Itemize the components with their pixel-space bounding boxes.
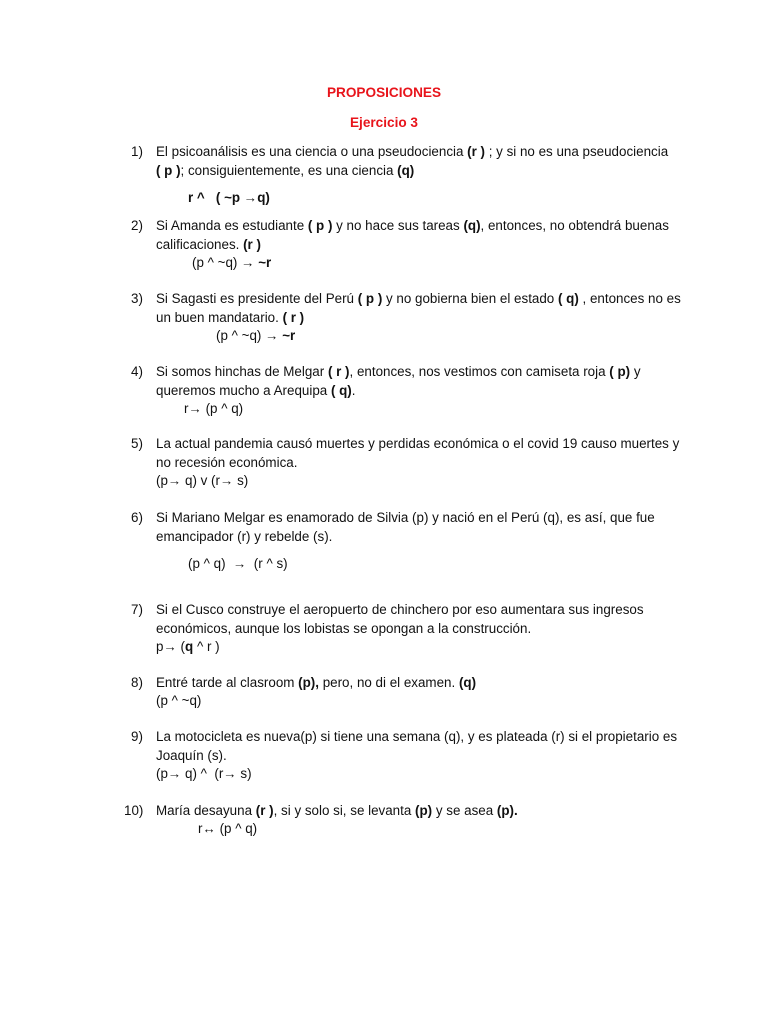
text-run: , entonces no es un buen mandatario.	[156, 291, 681, 325]
proposition-text	[156, 508, 691, 546]
logic-formula	[184, 399, 243, 418]
logic-formula	[156, 764, 252, 783]
text-run: y no hace sus tareas	[332, 218, 464, 233]
variable-label: r ^ ( ~p →q)	[188, 190, 270, 205]
variable-label: ~r	[282, 328, 296, 343]
text-run: El psicoanálisis es una ciencia o una pseudociencia	[156, 144, 468, 159]
text-run: , entonces, no obtendrá buenas calificaciones.	[156, 218, 669, 252]
logic-formula	[156, 691, 201, 710]
text-run: (p→ q) ^ (r→ s)	[156, 766, 252, 781]
proposition-text	[156, 434, 691, 472]
variable-label: ( r )	[327, 364, 350, 379]
text-run: (p ^ ~q) →	[192, 255, 259, 270]
variable-label: (r )	[467, 144, 486, 159]
text-run: p→ (	[156, 639, 186, 654]
variable-label: ( r )	[282, 310, 305, 325]
proposition-text	[156, 727, 691, 765]
item-number: 3)	[131, 291, 143, 306]
text-run: pero, no di el examen.	[318, 675, 459, 690]
variable-label: (r )	[255, 803, 274, 818]
logic-formula	[192, 253, 271, 272]
variable-label: (q)	[458, 675, 477, 690]
text-run: (p ^ ~q)	[156, 693, 202, 708]
logic-formula	[188, 554, 288, 573]
text-run: Si Mariano Melgar es enamorado de Silvia (p) y nació en el Perú (q), es así, que fue emancipador (r) y rebelde (s).	[156, 510, 655, 544]
proposition-text	[156, 142, 691, 180]
proposition-text	[156, 600, 691, 638]
logic-formula	[156, 637, 220, 656]
variable-label: ~r	[258, 255, 272, 270]
text-run: , si y solo si, se levanta	[273, 803, 416, 818]
variable-label: (q)	[397, 163, 415, 178]
text-run: Si Amanda es estudiante	[156, 218, 308, 233]
item-number: 4)	[131, 364, 143, 379]
variable-label: ( q)	[557, 291, 579, 306]
text-run: La motocicleta es nueva(p) si tiene una semana (q), y es plateada (r) si el propietario es Joaquín (s).	[156, 729, 678, 763]
exercise-subtitle: Ejercicio 3	[349, 115, 418, 130]
text-run: ; consiguientemente, es una ciencia	[180, 163, 398, 178]
variable-label: ( q)	[330, 383, 352, 398]
item-number: 9)	[131, 729, 143, 744]
logic-formula	[188, 188, 270, 207]
text-run: Si el Cusco construye el aeropuerto de chinchero por eso aumentara sus ingresos económicos, aunque los lobistas se opongan a la construcción.	[156, 602, 644, 636]
text-run: r→ (p ^ q)	[184, 401, 244, 416]
variable-label: ( p )	[156, 163, 181, 178]
item-number: 10)	[124, 803, 144, 818]
variable-label: ( p)	[609, 364, 631, 379]
logic-formula	[198, 819, 257, 838]
text-run: Entré tarde al clasroom	[156, 675, 299, 690]
proposition-text	[156, 801, 691, 820]
text-run: y queremos mucho a Arequipa	[156, 364, 641, 398]
proposition-text	[156, 673, 691, 692]
logic-formula	[156, 471, 248, 490]
text-run: (p ^ ~q) →	[216, 328, 283, 343]
text-run: ^ r )	[193, 639, 220, 654]
variable-label: (p).	[496, 803, 518, 818]
variable-label: (q)	[463, 218, 481, 233]
text-run: .	[351, 383, 356, 398]
text-run: ; y si no es una pseudociencia	[485, 144, 669, 159]
text-run: María desayuna	[156, 803, 256, 818]
text-run: (p ^ q) → (r ^ s)	[188, 556, 288, 571]
item-number: 8)	[131, 675, 143, 690]
document-title: PROPOSICIONES	[326, 85, 442, 100]
text-run: Si Sagasti es presidente del Perú	[156, 291, 358, 306]
item-number: 2)	[131, 218, 143, 233]
variable-label: ( p )	[357, 291, 383, 306]
item-number: 7)	[131, 602, 143, 617]
item-number: 1)	[131, 144, 143, 159]
text-run: r↔ (p ^ q)	[198, 821, 258, 836]
proposition-text	[156, 216, 691, 254]
proposition-text	[156, 362, 691, 400]
text-run: Si somos hinchas de Melgar	[156, 364, 328, 379]
text-run: , entonces, nos vestimos con camiseta roja	[349, 364, 610, 379]
logic-formula	[216, 326, 295, 345]
text-run: (p→ q) v (r→ s)	[156, 473, 249, 488]
variable-label: (r )	[243, 237, 261, 252]
item-number: 5)	[131, 436, 143, 451]
variable-label: ( p )	[307, 218, 333, 233]
text-run: La actual pandemia causó muertes y perdidas económica o el covid 19 causo muertes y no recesión económica.	[156, 436, 680, 470]
text-run: y se asea	[432, 803, 497, 818]
variable-label: (p),	[298, 675, 319, 690]
variable-label: q	[185, 639, 194, 654]
item-number: 6)	[131, 510, 143, 525]
proposition-text	[156, 289, 691, 327]
text-run: y no gobierna bien el estado	[382, 291, 558, 306]
variable-label: (p)	[415, 803, 433, 818]
